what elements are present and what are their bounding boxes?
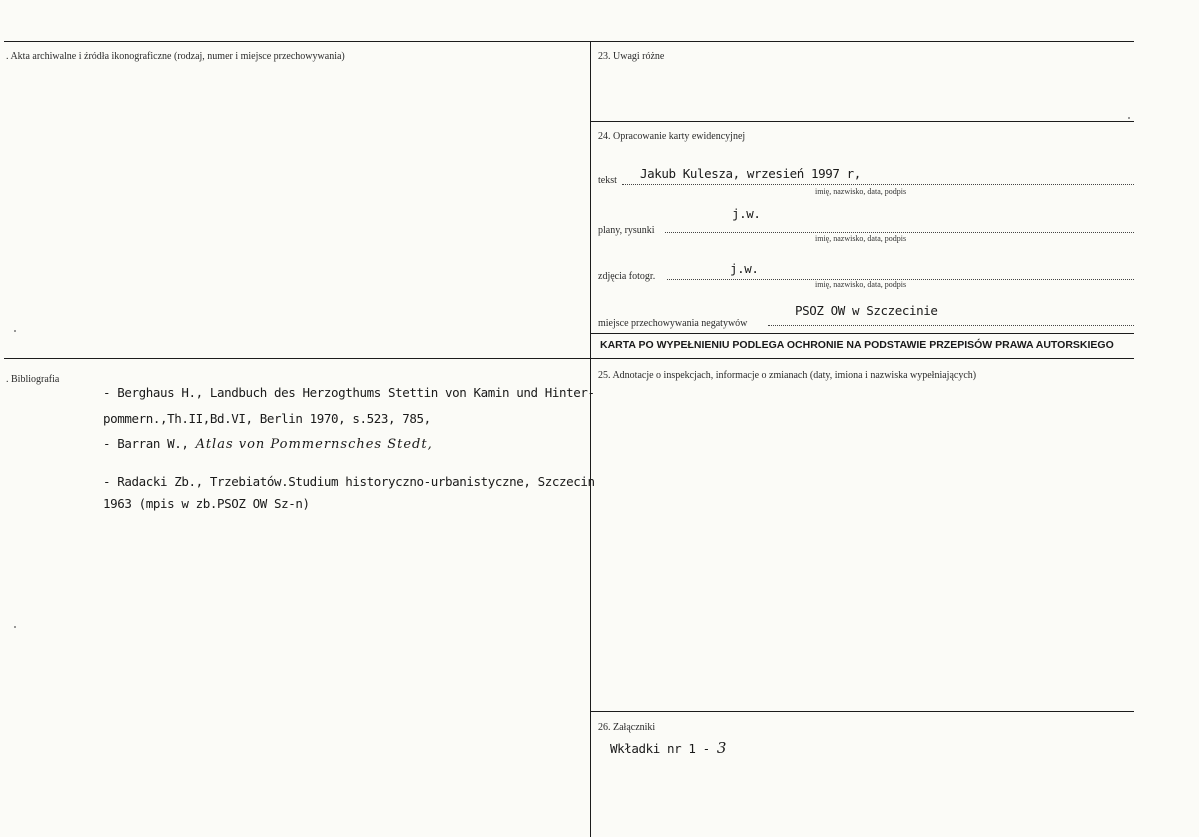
bibliography-entry-3-line-1: - Radacki Zb., Trzebiatów.Studium historyczno-urbanistyczne, Szczecin — [103, 474, 595, 489]
text-author-caption: imię, nazwisko, data, podpis — [815, 187, 907, 196]
attachments-typed: Wkładki nr 1 - — [610, 741, 710, 756]
paper-speck — [14, 330, 16, 332]
negatives-location-label: miejsce przechowywania negatywów — [598, 318, 748, 329]
attachments-handwritten: 3 — [716, 739, 728, 757]
paper-speck — [14, 626, 16, 628]
bibliography-entry-1-line-2: pommern.,Th.II,Bd.VI, Berlin 1970, s.523, 785, — [103, 411, 431, 426]
archives-section-label: . Akta archiwalne i źródła ikonograficzne (rodzaj, numer i miejsce przechowywania) — [6, 51, 345, 62]
text-author-dotted-line — [622, 184, 1134, 185]
section-23-bottom-line — [590, 121, 1134, 122]
copyright-top-line — [590, 333, 1134, 334]
photos-author-caption: imię, nazwisko, data, podpis — [815, 280, 907, 289]
section-26-label: 26. Załączniki — [598, 722, 656, 733]
center-divider-line — [590, 41, 591, 837]
bibliography-label: . Bibliografia — [6, 374, 60, 385]
middle-horizontal-line — [4, 358, 1134, 359]
section-24-label: 24. Opracowanie karty ewidencyjnej — [598, 131, 746, 142]
bibliography-entry-2-handwritten: Atlas von Pommernsches Stedt, — [195, 437, 433, 452]
text-author-value: Jakub Kulesza, wrzesień 1997 r, — [640, 166, 861, 181]
text-author-label: tekst — [598, 175, 617, 186]
bibliography-entry-2 — [103, 436, 433, 453]
photos-author-label: zdjęcia fotogr. — [598, 271, 656, 282]
section-23-label: 23. Uwagi różne — [598, 51, 665, 62]
paper-speck — [1128, 117, 1130, 119]
plans-author-dotted-line — [665, 232, 1134, 233]
section-26-top-line — [590, 711, 1134, 712]
photos-author-value: j.w. — [730, 261, 759, 276]
negatives-location-value: PSOZ OW w Szczecinie — [795, 303, 938, 318]
plans-author-value: j.w. — [732, 206, 761, 221]
top-border-line — [4, 41, 1134, 42]
copyright-notice: KARTA PO WYPEŁNIENIU PODLEGA OCHRONIE NA PODSTAWIE PRZEPISÓW PRAWA AUTORSKIEGO — [600, 339, 1114, 351]
section-25-label: 25. Adnotacje o inspekcjach, informacje o zmianach (daty, imiona i nazwiska wypełniających) — [598, 370, 977, 381]
bibliography-entry-2-typed: - Barran W., — [103, 436, 189, 451]
bibliography-entry-3-line-2: 1963 (mpis w zb.PSOZ OW Sz-n) — [103, 496, 310, 511]
negatives-location-dotted-line — [768, 325, 1134, 326]
plans-author-label: plany, rysunki — [598, 225, 655, 236]
attachments-value — [610, 740, 727, 757]
bibliography-entry-1-line-1: - Berghaus H., Landbuch des Herzogthums Stettin von Kamin und Hinter- — [103, 385, 595, 400]
plans-author-caption: imię, nazwisko, data, podpis — [815, 234, 907, 243]
